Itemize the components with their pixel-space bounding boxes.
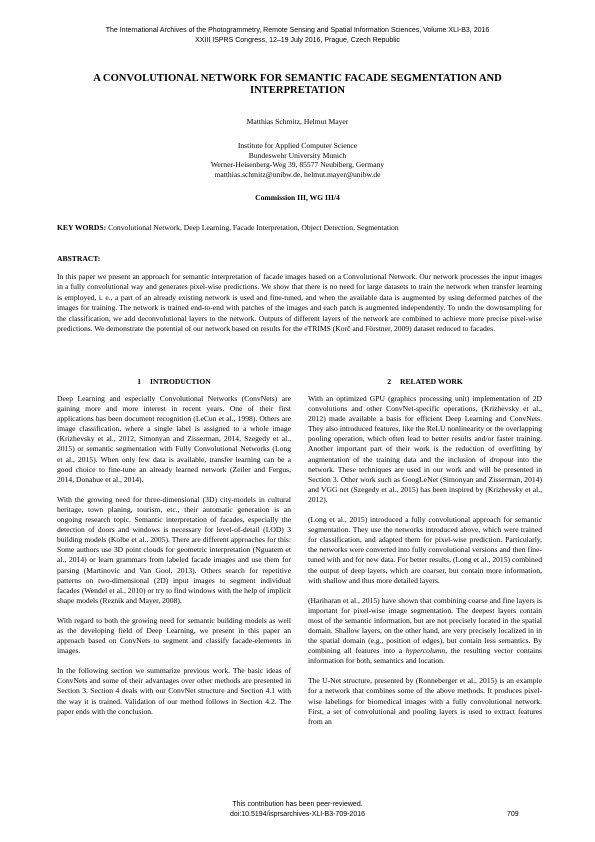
keywords-label: KEY WORDS: <box>57 223 107 232</box>
running-header <box>40 26 555 46</box>
commission: Commission III, WG III/4 <box>255 193 340 202</box>
intro-paragraph-4: In the following section we summarize previous work. The basic ideas of ConvNets and some of their advantages over other methods are presented in Section 3. Section 4 deals with our ConvNet structure and Section 4.1 with the way it is trained. Validation of our method follows in Section 4.2. The paper ends with the conclusion. <box>57 666 291 716</box>
peer-review-note: This contribution has been peer-reviewed. <box>232 801 363 808</box>
right-column <box>308 377 542 737</box>
related-paragraph-1-text-b: into the network. These techniques are used in our work and will be presented in Section 3. Other work such as GoogLeNet (Simonyan and Zisserman, 2014) and VGG net (Szegedy et al., 2015) has been inspired by (Krizhevsky et al., 2012). <box>308 454 542 504</box>
running-header-line-2: XXIII ISPRS Congress, 12–19 July 2016, Prague, Czech Republic <box>195 37 400 44</box>
page-number: 709 <box>507 811 519 818</box>
related-paragraph-3 <box>308 596 542 667</box>
affiliation-university: Bundeswehr University Munich <box>248 150 347 160</box>
hypercolumn-term: hypercolumn <box>405 646 446 656</box>
keywords <box>57 223 542 232</box>
section-heading-related-work <box>308 377 542 386</box>
affiliation-institute: Institute for Applied Computer Science <box>237 141 358 150</box>
left-column <box>57 377 291 727</box>
intro-paragraph-2: With the growing need for three-dimensional (3D) city-models in cultural heritage, town planing, tourism, etc., their automatic generation is an ongoing research topic. Semantic interpretation of facades, especially the detection of doors and windows is necessary for level-of-detail (LOD) 3 building models (Kolbe et al., 2005). There are different approaches for this: Some authors use 3D point clouds for geometric interpretation (Nguatem et al., 2014) or learn grammars from labeled facade images and use them for parsing (Martinovic and Van Gool, 2013). Others search for repetitive patterns on two-dimensional (2D) input images to segment individual facades (Wendel et al., 2010) or try to find windows with the help of implicit shape models (Reznik and Mayer, 2008). <box>57 494 291 605</box>
section-number: 1 <box>137 377 142 386</box>
keywords-text: Convolutional Network, Deep Learning, Facade Interpretation, Object Detection, Segmentation <box>108 223 399 232</box>
section-number: 2 <box>387 377 391 386</box>
abstract-text: In this paper we present an approach for semantic interpretation of facade images based on a Convolutional Network. Our network processes the input images in a fully convolutional way and generates pixel-wise predictions. We show that there is no need for large datasets to train the network when transfer learning is employed, i. e., a part of an already existing network is used and fine-tuned, and when the available data is augmented by using deformed patches of the images for training. The network is trained end-to-end with patches of the images and each patch is augmented independently. To undo the downsampling for the classification, we add deconvolutional layers to the network. Outputs of different layers of the network are combined to achieve more precise pixel-wise predictions. We demonstrate the potential of our network based on results for the eTRIMS (Korč and Förstner, 2009) dataset reduced to facades. <box>57 272 542 334</box>
related-paragraph-2: (Long et al., 2015) introduced a fully convolutional approach for semantic segmentation. They use the networks introduced above, which were trained for classification, and adapted them for pixel-wise prediction. Particularly, the networks were converted into fully convolutional versions and then fine-tuned with and for new data. For better results, (Long et al., 2015) combined the output of deep layers, which are coarser, but contain more information, with shallow and thus more detailed layers. <box>308 515 542 585</box>
related-paragraph-4: The U-Net structure, presented by (Ronneberger et al., 2015) is an example for a network that combines some of the above methods. It produces pixel-wise labelings for biomedical images with a fully convolutional network. First, a set of convolutional and pooling layers is used to extract features from an <box>308 676 542 726</box>
section-heading-introduction <box>57 377 291 386</box>
related-paragraph-1-text-a: With an optimized GPU (graphics processing unit) implementation of 2D convolutions and other ConvNet-specific operations, (Krizhevsky et al., 2012) made available a basis for efficient Deep Learning and ConvNets. They also introduced features, like the ReLU nonlinearity or the overlapping pooling operation, which often lead to better results and/or faster training. Another important part of their work is the reduction of overfitting by augmentation of the training data and the inclusion of <box>308 394 542 464</box>
affiliation-emails: matthias.schmitz@unibw.de, helmut.mayer@unibw.de <box>214 169 381 179</box>
doi-link[interactable]: doi:10.5194/isprsarchives-XLI-B3-709-2016 <box>229 811 366 818</box>
related-paragraph-1 <box>308 394 542 505</box>
intro-paragraph-3: With regard to both the growing need for semantic building models as well as the developing field of Deep Learning, we present in this paper an approach based on ConvNets to segment and classify facade-elements in images. <box>57 615 291 656</box>
running-header-line-1: The International Archives of the Photogrammetry, Remote Sensing and Spatial Information Sciences, Volume XLI-B3, 2016 <box>105 27 490 34</box>
authors: Matthias Schmitz, Helmut Mayer <box>246 117 349 126</box>
related-paragraph-3-text-a: (Hariharan et al., 2015) have shown that combining coarse and fine layers is important for pixel-wise image segmentation. The deepest layers contain most of the semantic information, but are not precisely located in the spatial domain. Shallow layers, on the other hand, are very precisely localized in in the spatial domain (e.g., position of edges), but contain less semantics. By combining all features into a <box>308 595 542 656</box>
intro-paragraph-1: Deep Learning and especially Convolutional Networks (ConvNets) are gaining more and more interest in recent years. One of their first applications has been document recognition (LeCun et al., 1998). Others are image classification, where a single label is assigned to a whole image (Krizhevsky et al., 2012, Simonyan and Zisserman, 2014, Szegedy et al., 2015) or semantic segmentation with Fully Convolutional Networks (Long et al., 2015). When only few data is available, transfer learning can be a good choice to fine-tune an already learned network (Zeiler and Fergus, 2014, Donahue et al., 2014). <box>57 394 291 484</box>
affiliation <box>45 141 550 179</box>
related-paragraph-3-text-b: , the resulting vector contains information for both, semantics and location. <box>308 646 543 666</box>
section-title: RELATED WORK <box>399 377 463 386</box>
affiliation-address: Werner-Heisenberg-Weg 39, 85577 Neubiberg, Germany <box>210 160 385 170</box>
section-title: INTRODUCTION <box>150 377 211 386</box>
dropout-term: dropout <box>489 454 514 464</box>
paper-title: A CONVOLUTIONAL NETWORK FOR SEMANTIC FACADE SEGMENTATION AND INTERPRETATION <box>93 73 502 96</box>
page-footer <box>57 800 538 820</box>
abstract-heading: ABSTRACT: <box>57 254 101 263</box>
